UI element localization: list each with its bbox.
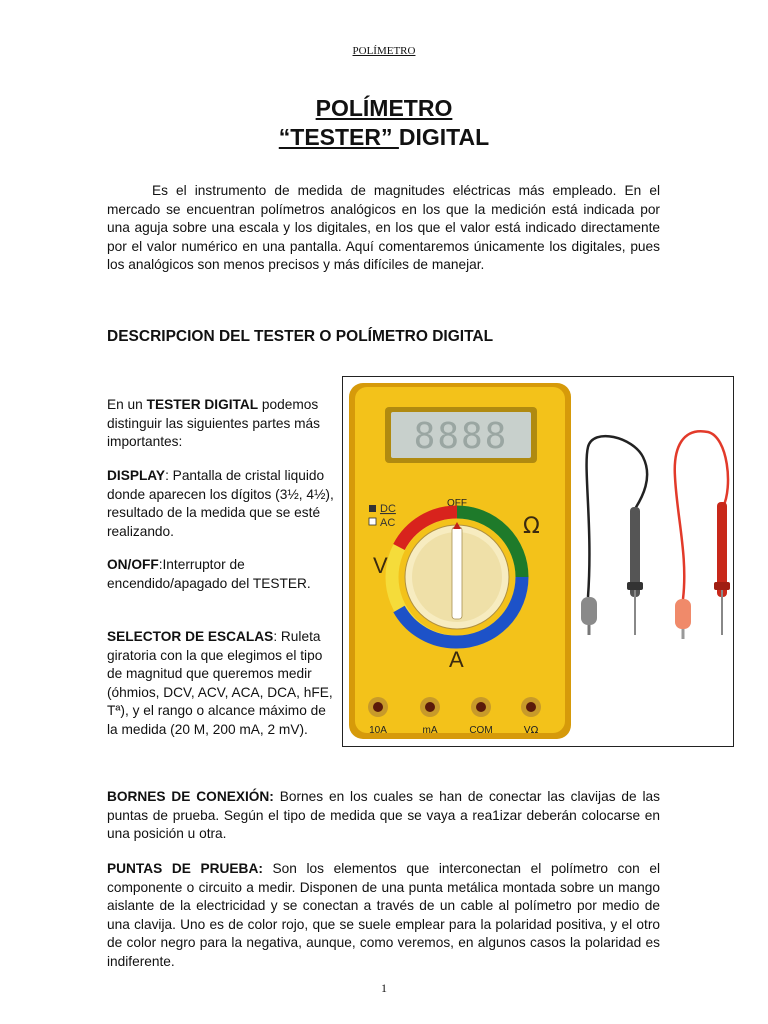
page-title-line1: POLÍMETRO [315, 95, 453, 121]
svg-text:10A: 10A [369, 725, 387, 736]
volt-label: V [373, 553, 388, 578]
amp-label: A [449, 647, 464, 672]
svg-text:mA: mA [422, 725, 438, 736]
bornes-paragraph: BORNES DE CONEXIÓN: Bornes en los cuales se han de conectar las clavijas de las puntas de prueba. Según el tipo de medida que se vaya a rea1izar deberán colocarse en una posición u otra. [107, 789, 661, 841]
tester-paragraph: En un TESTER DIGITAL podemos distinguir las siguientes partes más importantes: [107, 397, 321, 449]
display-paragraph: DISPLAY: Pantalla de cristal liquido donde aparecen los dígitos (3½, 4½), resultado de la medida que se esté realizando. [107, 468, 334, 539]
red-test-lead [675, 431, 730, 639]
black-test-lead [581, 436, 647, 635]
selector-paragraph: SELECTOR DE ESCALAS: Ruleta giratoria con la que elegimos el tipo de magnitud que queremos medir (óhmios, DCV, ACV, ACA, DCA, hFE, Tª), y el rango o alcance máximo de la medida (20 M, 200 mA, 2 mV). [107, 629, 333, 737]
page-title-line2: “TESTER” DIGITAL [278, 124, 490, 150]
page-number: 1 [381, 981, 387, 995]
svg-text:VΩ: VΩ [523, 725, 539, 736]
puntas-paragraph: PUNTAS DE PRUEBA: Son los elementos que interconectan el polímetro con el componente o circuito a medir. Disponen de una punta metálica montada sobre un mango aislante de la electricidad y se conectan a través de un cable al polímetro por medio de una clavija. Uno es de color rojo, que se suele emplear para la polaridad positiva, y el otro de color negro para la negativa, aunque, como veremos, en algunos casos la polaridad es indiferente. [107, 861, 660, 969]
section-heading: DESCRIPCION DEL TESTER O POLÍMETRO DIGITAL [107, 328, 494, 345]
multimeter-illustration [343, 377, 733, 746]
onoff-paragraph: ON/OFF:Interruptor de encendido/apagado del TESTER. [107, 557, 311, 591]
svg-text:COM: COM [469, 725, 493, 736]
ac-label: AC [380, 517, 396, 529]
dc-label: DC [380, 503, 396, 515]
ohm-label: Ω [523, 514, 540, 539]
intro-paragraph: Es el instrumento de medida de magnitudes eléctricas más empleado. En el mercado se encuentran polímetros analógicos en los que la medición está indicada por una aguja sobre una escala y los digitales, en los que el valor está indicado directamente por el valor numérico en una pantalla. Aquí comentaremos únicamente los digitales, pues los analógicos son menos precisos y más difíciles de manejar. [107, 183, 660, 272]
running-header: POLÍMETRO [352, 45, 416, 57]
lcd-digits: 8888 [413, 416, 509, 457]
multimeter-figure [342, 376, 734, 747]
off-label: OFF [447, 498, 467, 509]
